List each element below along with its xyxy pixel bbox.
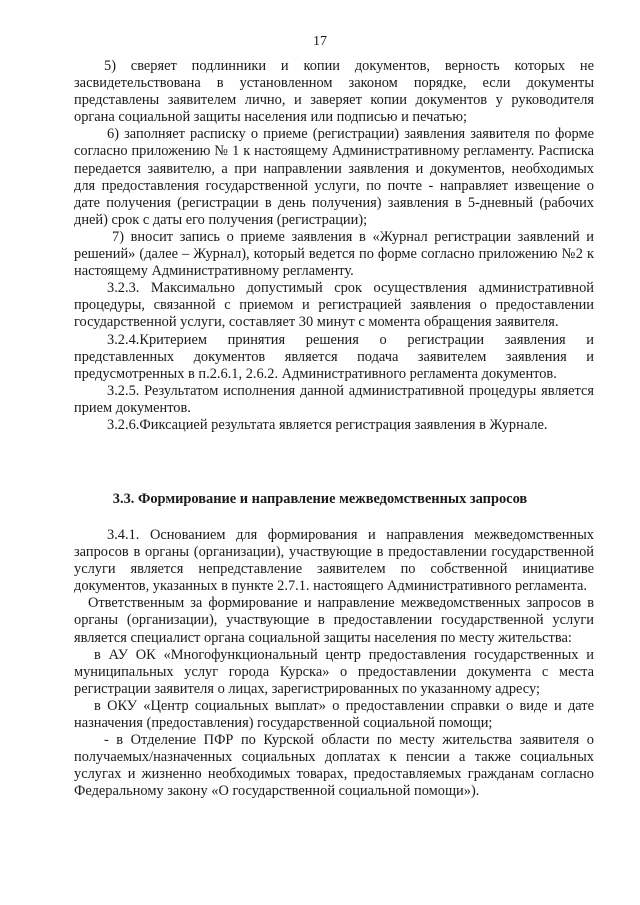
paragraph-3-2-5: 3.2.5. Результатом исполнения данной административной процедуры является прием документов. xyxy=(74,382,594,416)
paragraph-3-2-4: 3.2.4.Критерием принятия решения о регистрации заявления и представленных документов является подача заявителем заявления и предусмотренных в п.2.6.1, 2.6.2. Административного регламента документов. xyxy=(74,331,594,382)
paragraph-item-6: 6) заполняет расписку о приеме (регистрации) заявления заявителя по форме согласно приложению № 1 к настоящему Административному регламенту. Расписка передается заявителю, а при направлении заявления и документов, необходимых для предоставления государственной услуги, по почте - направляет извещение о дате получения (регистрации в день получения) заявления в 5-дневный (рабочих дней) срок с даты его получения (регистрации); xyxy=(74,126,594,228)
paragraph-3-2-6: 3.2.6.Фиксацией результата является регистрация заявления в Журнале. xyxy=(107,416,548,433)
paragraph-mfc-request: в АУ ОК «Многофункциональный центр предоставления государственных и муниципальных услуг города Курска» о предоставлении документа с места регистрации заявителя о лицах, зарегистрированных по указанному адресу; xyxy=(74,646,594,697)
body-text-bottom xyxy=(74,527,594,801)
paragraph-csv-request: в ОКУ «Центр социальных выплат» о предоставлении справки о виде и дате назначения (предоставления) государственной социальной помощи; xyxy=(74,697,594,732)
paragraph-item-5: 5) сверяет подлинники и копии документов, верность которых не засвидетельствована в установленном законом порядке, если документы представлены заявителем лично, и заверяет копии документов у руководителя органа социальной защиты населения или подписью и печатью; xyxy=(74,58,594,126)
paragraph-responsible: Ответственным за формирование и направление межведомственных запросов в органы (организации), участвующие в предоставлении государственной услуги является специалист органа социальной защиты населения по месту жительства: xyxy=(74,595,594,646)
paragraph-pfr-request: - в Отделение ПФР по Курской области по месту жительства заявителя о получаемых/назначенных социальных доплатах к пенсии а также социальных услугах и жизненно необходимых товарах, предоставляемых гражданам согласно Федеральному закону «О государственной социальной помощи»). xyxy=(74,732,594,800)
paragraph-3-2-3: 3.2.3. Максимально допустимый срок осуществления административной процедуры, связанной с приемом и регистрацией заявления о предоставлении государственной услуги, составляет 30 минут с момента обращения заявителя. xyxy=(74,280,594,331)
body-text-top xyxy=(74,58,594,434)
section-heading: 3.3. Формирование и направление межведомственных запросов xyxy=(112,491,528,507)
paragraph-item-7: 7) вносит запись о приеме заявления в «Журнал регистрации заявлений и решений» (далее – Журнал), который ведется по форме согласно приложению №2 к настоящему Административному регламенту. xyxy=(74,228,594,280)
page-number: 17 xyxy=(313,34,327,49)
paragraph-3-4-1: 3.4.1. Основанием для формирования и направления межведомственных запросов в органы (организации), участвующие в предоставлении государственной услуги является непредставление заявителем по собственной инициативе документов, указанных в пункте 2.7.1. настоящего Административного регламента. xyxy=(74,527,594,595)
